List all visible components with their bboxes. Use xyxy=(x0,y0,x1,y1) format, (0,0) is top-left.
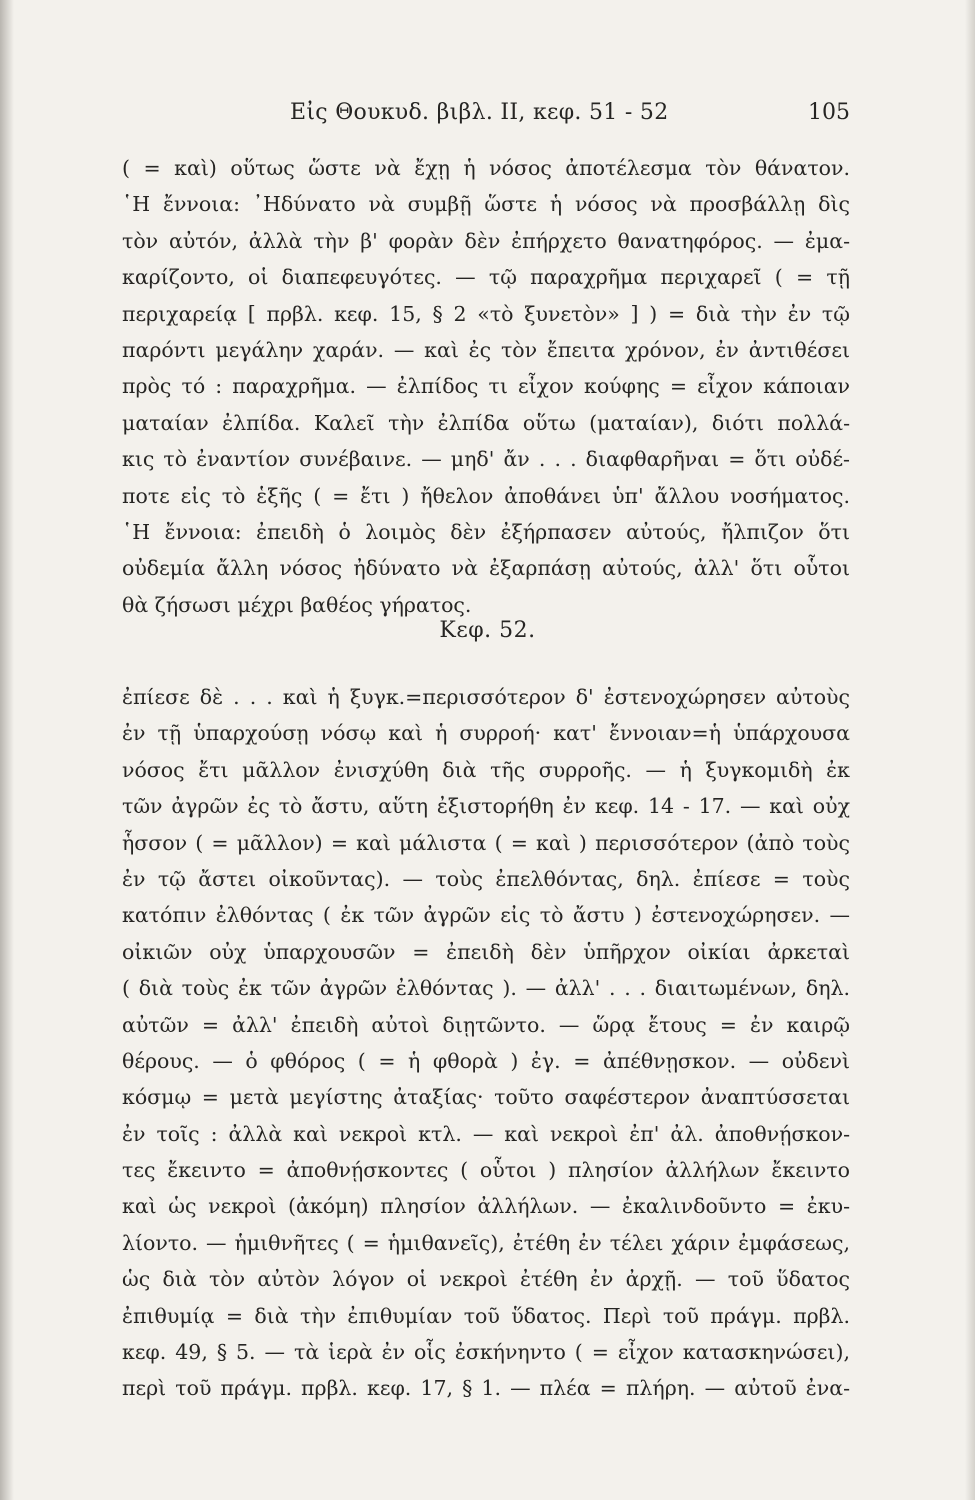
text-line: ἐπιθυμίᾳ = διὰ τὴν ἐπιθυμίαν τοῦ ὕδατος. Περὶ τοῦ πράγμ. πρβλ. xyxy=(122,1303,850,1328)
text-line: ἐπίεσε δὲ . . . καὶ ἡ ξυγκ.=περισσότερον δ' ἐστενοχώρησεν αὐτοὺς xyxy=(122,685,850,709)
text-line: τῶν ἀγρῶν ἐς τὸ ἄστυ, αὕτη ἐξιστορήθη ἐν κεφ. 14 - 17. — καὶ οὐχ xyxy=(122,794,850,819)
text-line: πρὸς τό : παραχρῆμα. — ἐλπίδος τι εἶχον κούφης = εἶχον κάποιαν xyxy=(122,374,850,399)
commentary-chapter-52 xyxy=(122,679,850,1407)
text-line: καρίζοντο, οἱ διαπεφευγότες. — τῷ παραχρῆμα περιχαρεῖ ( = τῇ xyxy=(122,265,850,290)
text-line: ποτε εἰς τὸ ἑξῆς ( = ἔτι ) ἤθελον ἀποθάνει ὑπ' ἄλλου νοσήματος. xyxy=(122,483,850,508)
text-line: κόσμῳ = μετὰ μεγίστης ἀταξίας· τοῦτο σαφέστερον ἀναπτύσσεται xyxy=(122,1085,850,1110)
text-line: τὸν αὐτόν, ἀλλὰ τὴν β' φορὰν δὲν ἐπήρχετο θανατηφόρος. — ἐμα- xyxy=(122,228,850,253)
text-line: ῾Η ἔννοια: ἐπειδὴ ὁ λοιμὸς δὲν ἐξήρπασεν αὐτούς, ἤλπιζον ὅτι xyxy=(122,519,850,544)
text-line: ἐν τῷ ἄστει οἰκοῦντας). — τοὺς ἐπελθόντας, δηλ. ἐπίεσε = τοὺς xyxy=(122,866,850,891)
text-line: ῾Η ἔννοια: ᾿Ηδύνατο νὰ συμβῇ ὥστε ἡ νόσος νὰ προσβάλλῃ δὶς xyxy=(122,192,850,217)
text-line: οἰκιῶν οὐχ ὑπαρχουσῶν = ἐπειδὴ δὲν ὑπῆρχον οἰκίαι ἀρκεταὶ xyxy=(122,939,850,964)
page-edge-shadow xyxy=(965,0,975,1500)
text-line: τες ἔκειντο = ἀποθνῄσκοντες ( οὗτοι ) πλησίον ἀλλήλων ἔκειντο xyxy=(122,1158,850,1183)
text-line: περὶ τοῦ πράγμ. πρβλ. κεφ. 17, § 1. — πλέα = πλήρη. — αὐτοῦ ἐνα- xyxy=(122,1376,850,1401)
text-line: περιχαρείᾳ [ πρβλ. κεφ. 15, § 2 «τὸ ξυνετὸν» ] ) = διὰ τὴν ἐν τῷ xyxy=(122,301,850,326)
text-line: ὡς διὰ τὸν αὐτὸν λόγον οἱ νεκροὶ ἐτέθη ἐν ἀρχῇ. — τοῦ ὕδατος xyxy=(122,1267,850,1292)
page-header xyxy=(122,100,850,134)
text-line: παρόντι μεγάλην χαράν. — καὶ ἐς τὸν ἔπειτα χρόνον, ἐν ἀντιθέσει xyxy=(122,337,850,362)
page-number: 105 xyxy=(808,100,850,125)
page-gutter-shadow xyxy=(0,0,14,1500)
text-line: οὐδεμία ἄλλη νόσος ἠδύνατο νὰ ἐξαρπάσῃ αὐτούς, ἀλλ' ὅτι οὗτοι xyxy=(122,556,850,581)
text-line: ἧσσον ( = μᾶλλον) = καὶ μάλιστα ( = καὶ ) περισσότερον (ἀπὸ τοὺς xyxy=(122,830,850,855)
text-line: καὶ ὡς νεκροὶ (ἀκόμη) πλησίον ἀλλήλων. — ἐκαλινδοῦντο = ἐκυ- xyxy=(122,1194,850,1219)
text-line: κατόπιν ἐλθόντας ( ἐκ τῶν ἀγρῶν εἰς τὸ ἄστυ ) ἐστενοχώρησεν. — xyxy=(122,903,850,928)
text-line: κις τὸ ἐναντίον συνέβαινε. — μηδ' ἄν . . . διαφθαρῆναι = ὅτι οὐδέ- xyxy=(122,447,850,472)
text-line: ματαίαν ἐλπίδα. Καλεῖ τὴν ἐλπίδα οὕτω (ματαίαν), διότι πολλά- xyxy=(122,410,850,435)
text-line: θὰ ζήσωσι μέχρι βαθέος γήρατος. xyxy=(122,592,472,617)
text-line: αὐτῶν = ἀλλ' ἐπειδὴ αὐτοὶ διῃτῶντο. — ὥρᾳ ἔτους = ἐν καιρῷ xyxy=(122,1012,850,1037)
text-line: νόσος ἔτι μᾶλλον ἐνισχύθη διὰ τῆς συρροῆς. — ἡ ξυγκομιδὴ ἐκ xyxy=(122,757,850,782)
text-line: ( = καὶ) οὕτως ὥστε νὰ ἔχῃ ἡ νόσος ἀποτέλεσμα τὸν θάνατον. xyxy=(122,156,850,180)
text-line: λίοντο. — ἡμιθνῆτες ( = ἡμιθανεῖς), ἐτέθη ἐν τέλει χάριν ἐμφάσεως, xyxy=(122,1230,850,1255)
text-line: κεφ. 49, § 5. — τὰ ἱερὰ ἐν οἷς ἐσκήνηντο ( = εἶχον κατασκηνώσει), xyxy=(122,1340,850,1365)
text-line: ἐν τῇ ὑπαρχούσῃ νόσῳ καὶ ἡ συρροή· κατ' ἔννοιαν=ἡ ὑπάρχουσα xyxy=(122,721,850,746)
chapter-heading: Κεφ. 52. xyxy=(439,618,536,643)
running-head: Εἰς Θουκυδ. βιβλ. II, κεφ. 51 - 52 xyxy=(290,100,669,125)
text-line: θέρους. — ὁ φθόρος ( = ἡ φθορὰ ) ἐγ. = ἀπέθνῃσκον. — οὐδενὶ xyxy=(122,1048,850,1073)
text-line: ( διὰ τοὺς ἐκ τῶν ἀγρῶν ἐλθόντας ). — ἀλλ' . . . διαιτωμένων, δηλ. xyxy=(122,976,850,1001)
text-line: ἐν τοῖς : ἀλλὰ καὶ νεκροὶ κτλ. — καὶ νεκροὶ ἐπ' ἀλ. ἀποθνῄσκον- xyxy=(122,1121,850,1146)
commentary-chapter-51 xyxy=(122,150,850,623)
